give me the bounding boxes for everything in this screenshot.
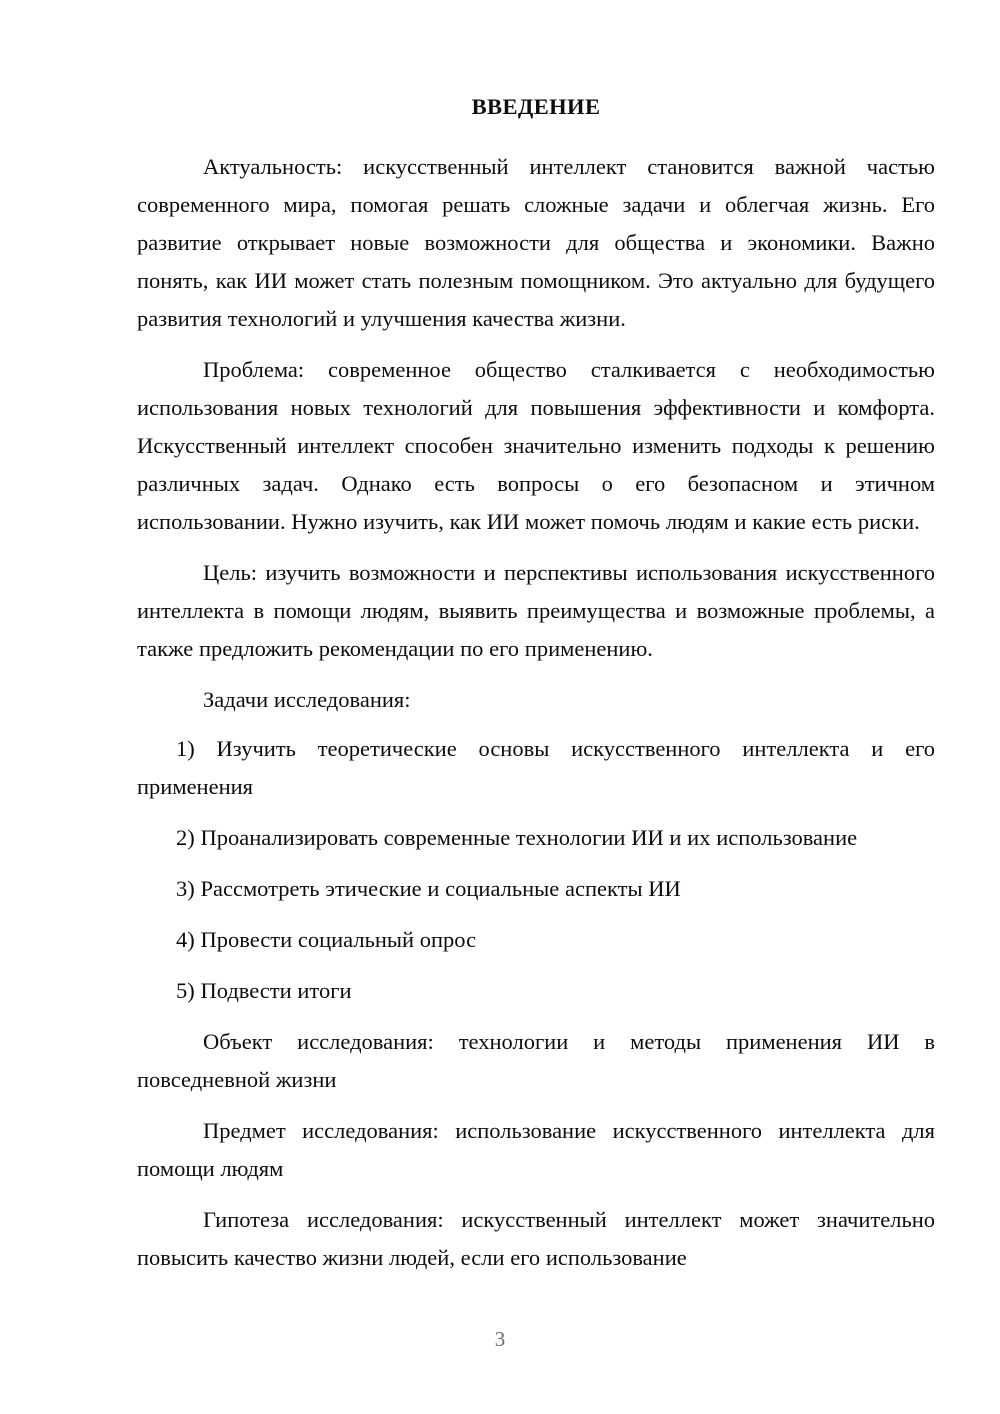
paragraph-subject: Предмет исследования: использование искусственного интеллекта для помощи людям xyxy=(137,1118,935,1181)
list-item-task-4: 4) Провести социальный опрос xyxy=(176,927,477,952)
paragraph-hypothesis: Гипотеза исследования: искусственный интеллект может значительно повысить качество жизни людей, если его использование xyxy=(137,1207,935,1270)
list-item-task-1: 1) Изучить теоретические основы искусственного интеллекта и его применения xyxy=(137,736,935,799)
paragraph-relevance: Актуальность: искусственный интеллект становится важной частью современного мира, помогая решать сложные задачи и облегчая жизнь. Его развитие открывает новые возможности для общества и экономики. Важно понять, как ИИ может стать полезным помощником. Это актуально для будущего развития технологий и улучшения качества жизни. xyxy=(137,154,935,331)
page-number: 3 xyxy=(494,1327,506,1351)
paragraph-tasks-heading: Задачи исследования: xyxy=(203,687,411,712)
list-item-task-3: 3) Рассмотреть этические и социальные аспекты ИИ xyxy=(176,876,681,901)
list-item-task-2: 2) Проанализировать современные технологии ИИ и их использование xyxy=(176,825,858,850)
page-title: ВВЕДЕНИЕ xyxy=(471,94,601,119)
paragraph-goal: Цель: изучить возможности и перспективы использования искусственного интеллекта в помощи людям, выявить преимущества и возможные проблемы, а также предложить рекомендации по его применению. xyxy=(137,560,935,661)
page-content xyxy=(137,88,935,1277)
paragraph-object: Объект исследования: технологии и методы применения ИИ в повседневной жизни xyxy=(137,1029,935,1092)
paragraph-problem: Проблема: современное общество сталкивается с необходимостью использования новых технологий для повышения эффективности и комфорта. Искусственный интеллект способен значительно изменить подходы к решению различных задач. Однако есть вопросы о его безопасном и этичном использовании. Нужно изучить, как ИИ может помочь людям и какие есть риски. xyxy=(137,357,935,534)
list-item-task-5: 5) Подвести итоги xyxy=(176,978,352,1003)
